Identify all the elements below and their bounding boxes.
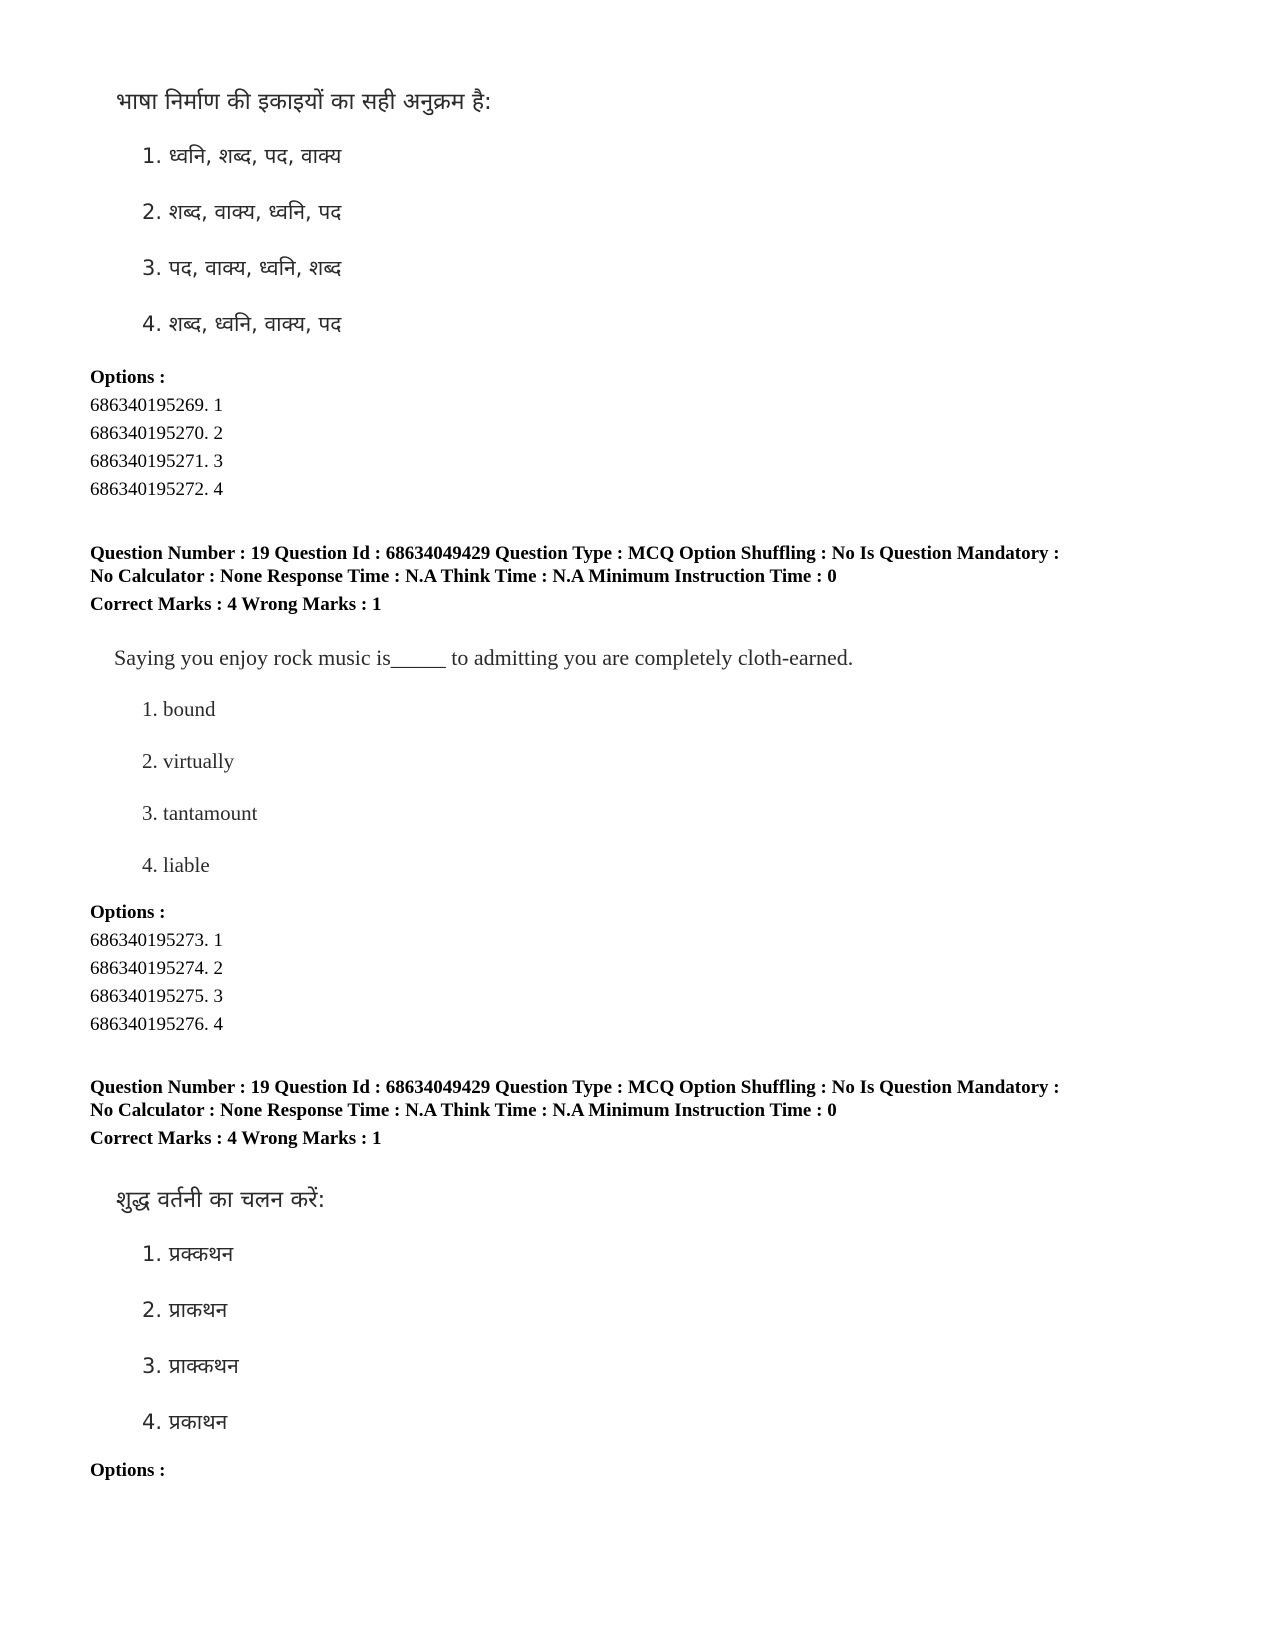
question-meta-line: No Calculator : None Response Time : N.A Think Time : N.A Minimum Instruction Time : 0 [90, 1100, 837, 1121]
option-id-row: 686340195273. 1 [90, 930, 223, 951]
answer-choice: 2. शब्द, वाक्य, ध्वनि, पद [142, 200, 342, 224]
answer-choice: 1. प्रक्कथन [142, 1242, 234, 1266]
question-stem: Saying you enjoy rock music is_____ to admitting you are completely cloth-earned. [114, 645, 854, 670]
option-id-row: 686340195271. 3 [90, 451, 223, 472]
answer-choice: 2. virtually [142, 749, 235, 773]
question-marks: Correct Marks : 4 Wrong Marks : 1 [90, 1128, 382, 1149]
option-id-row: 686340195276. 4 [90, 1014, 223, 1035]
answer-choice: 1. bound [142, 697, 216, 721]
option-id-row: 686340195272. 4 [90, 479, 223, 500]
answer-choice: 2. प्राकथन [142, 1298, 228, 1322]
options-label: Options : [90, 1460, 166, 1481]
option-id-row: 686340195274. 2 [90, 958, 223, 979]
answer-choice: 4. liable [142, 853, 210, 877]
question-stem: भाषा निर्माण की इकाइयों का सही अनुक्रम है: [116, 89, 492, 115]
answer-choice: 3. प्राक्कथन [142, 1354, 239, 1378]
answer-choice: 4. प्रकाथन [142, 1410, 228, 1434]
question-meta-line: No Calculator : None Response Time : N.A Think Time : N.A Minimum Instruction Time : 0 [90, 566, 837, 587]
option-id-row: 686340195270. 2 [90, 423, 223, 444]
question-marks: Correct Marks : 4 Wrong Marks : 1 [90, 594, 382, 615]
options-label: Options : [90, 902, 166, 923]
option-id-row: 686340195269. 1 [90, 395, 223, 416]
answer-choice: 3. पद, वाक्य, ध्वनि, शब्द [142, 256, 342, 280]
answer-choice: 3. tantamount [142, 801, 258, 825]
options-label: Options : [90, 367, 166, 388]
question-meta-line: Question Number : 19 Question Id : 68634049429 Question Type : MCQ Option Shuffling : No Is Question Mandatory : [90, 543, 1060, 564]
question-meta-line: Question Number : 19 Question Id : 68634049429 Question Type : MCQ Option Shuffling : No Is Question Mandatory : [90, 1077, 1060, 1098]
option-id-row: 686340195275. 3 [90, 986, 223, 1007]
answer-choice: 1. ध्वनि, शब्द, पद, वाक्य [142, 144, 342, 168]
answer-choice: 4. शब्द, ध्वनि, वाक्य, पद [142, 312, 342, 336]
question-stem: शुद्ध वर्तनी का चलन करें: [116, 1187, 326, 1213]
